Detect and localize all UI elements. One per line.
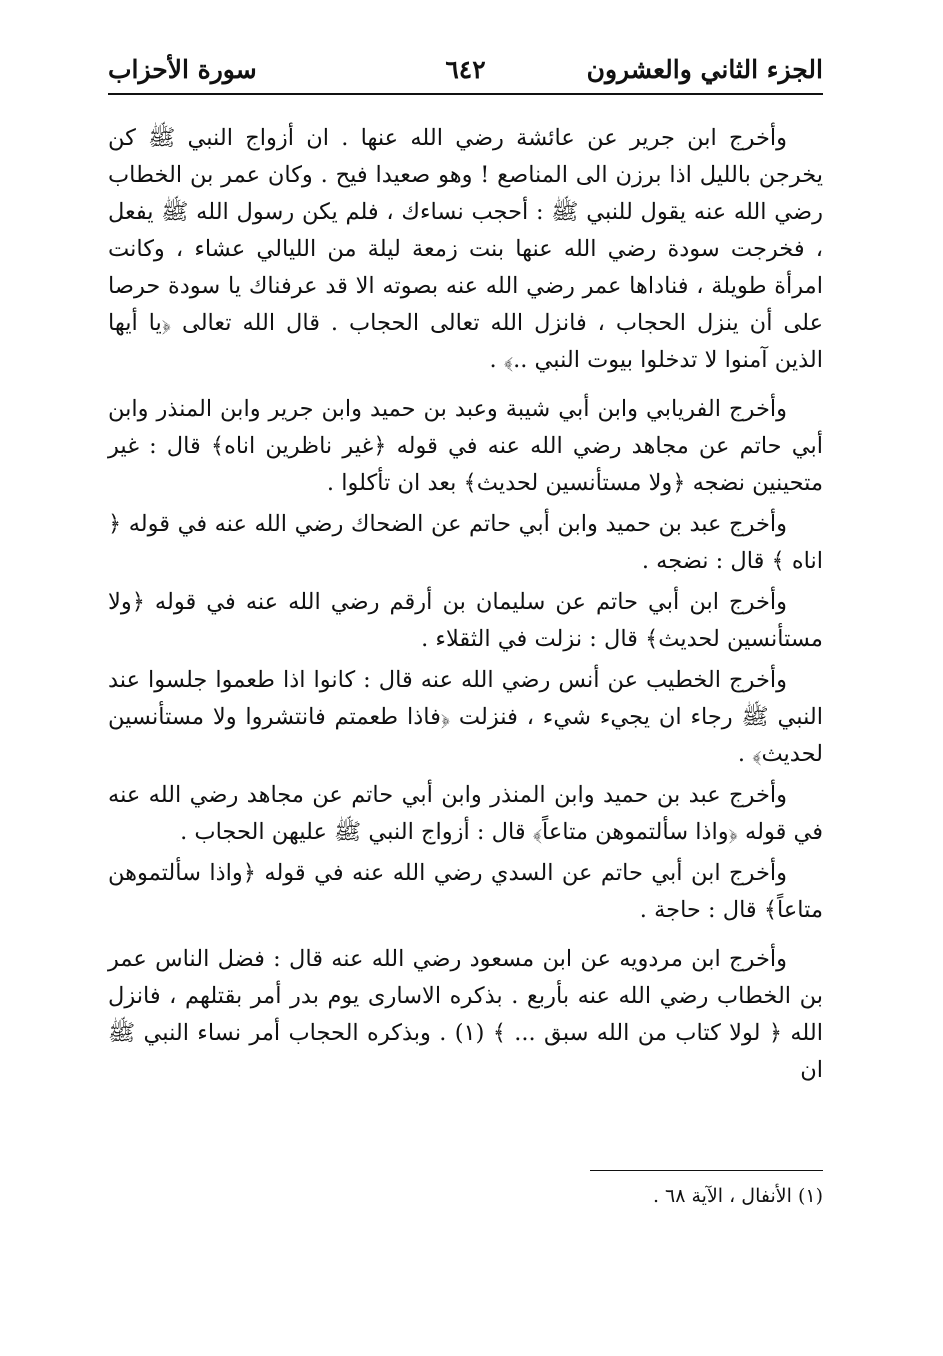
paragraph: وأخرج ابن أبي حاتم عن سليمان بن أرقم رضي الله عنه في قوله ﴿ولا مستأنسين لحديث﴾ قال : نزلت في الثقلاء .	[108, 589, 823, 652]
paragraph: وأخرج الخطيب عن أنس رضي الله عنه قال : كانوا اذا طعموا جلسوا عند النبي ﷺ رجاء ان يجيء شيء ، فنزلت ﴿فاذا طعمتم فانتشروا ولا مستأنسين لحديث﴾ .	[108, 667, 823, 767]
header-divider	[108, 93, 823, 95]
footnote-divider	[590, 1170, 823, 1171]
paragraph: وأخرج عبد بن حميد وابن المنذر وابن أبي حاتم عن مجاهد رضي الله عنه في قوله ﴿واذا سألتموهن متاعاً﴾ قال : أزواج النبي ﷺ عليهن الحجاب .	[108, 782, 823, 845]
paragraph: وأخرج الفريابي وابن أبي شيبة وعبد بن حميد وابن جرير وابن المنذر وابن أبي حاتم عن مجاهد رضي الله عنه في قوله ﴿غير ناظرين اناه﴾ قال : غير متحينين نضجه ﴿ولا مستأنسين لحديث﴾ بعد ان تأكلوا .	[108, 396, 823, 496]
page-number: ٦٤٢	[445, 55, 486, 84]
footnote: (١) الأنفال ، الآية ٦٨ .	[652, 1185, 823, 1207]
main-text	[108, 120, 823, 1093]
paragraph: وأخرج ابن جرير عن عائشة رضي الله عنها . ان أزواج النبي ﷺ كن يخرجن بالليل اذا برزن الى المناصع ! وهو صعيدا فيح . وكان عمر بن الخطاب رضي الله عنه يقول للنبي ﷺ : أحجب نساءك ، فلم يكن رسول الله ﷺ يفعل ، فخرجت سودة رضي الله عنها بنت زمعة ليلة من الليالي عشاء ، وكانت امرأة طويلة ، فناداها عمر رضي الله عنه بصوته الا قد عرفناك يا سودة حرصا على أن ينزل الحجاب ، فانزل الله تعالى الحجاب . قال الله تعالى ﴿يا أيها الذين آمنوا لا تدخلوا بيوت النبي ..﴾ .	[108, 125, 823, 373]
page-header	[108, 52, 823, 92]
surah-title: سورة الأحزاب	[108, 55, 257, 84]
paragraph: وأخرج ابن مردويه عن ابن مسعود رضي الله عنه قال : فضل الناس عمر بن الخطاب رضي الله عنه بأربع . بذكره الاسارى يوم بدر أمر بقتلهم ، فانزل الله ﴿ لولا كتاب من الله سبق ... ﴾ (١) . وبذكره الحجاب أمر نساء النبي ﷺ ان	[108, 946, 823, 1083]
paragraph: وأخرج ابن أبي حاتم عن السدي رضي الله عنه في قوله ﴿واذا سألتموهن متاعاً﴾ قال : حاجة .	[108, 860, 823, 923]
part-title: الجزء الثاني والعشرون	[586, 55, 823, 84]
paragraph: وأخرج عبد بن حميد وابن أبي حاتم عن الضحاك رضي الله عنه في قوله ﴿ اناه ﴾ قال : نضجه .	[108, 511, 823, 574]
